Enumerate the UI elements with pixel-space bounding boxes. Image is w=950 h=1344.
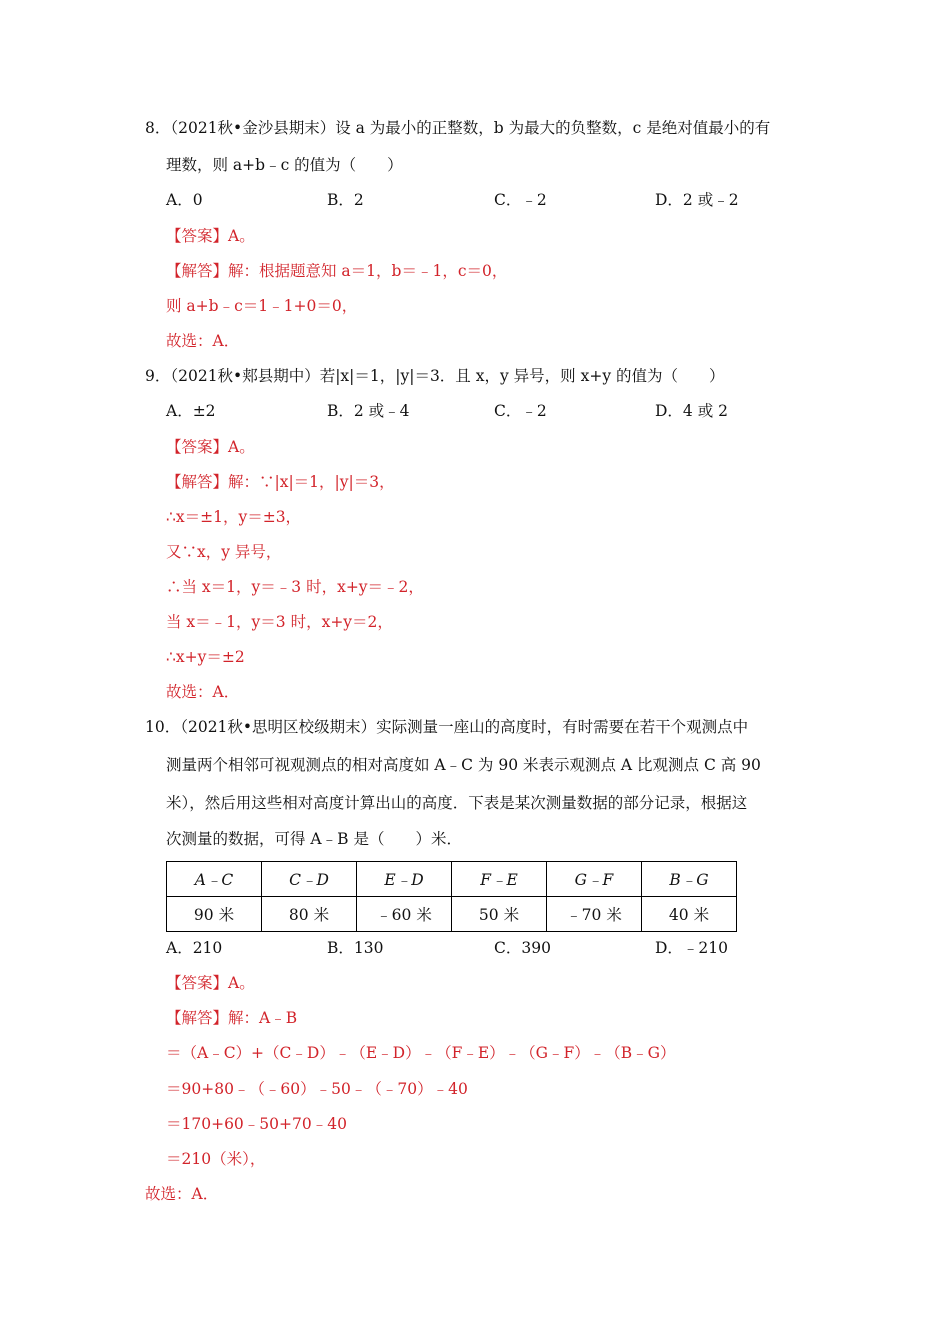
q9-solution-line: 故选：A． [166,683,240,701]
q8-option-b: B．2 [327,191,364,209]
q10-option-d: D．﹣210 [655,939,729,957]
q9-option-b: B．2 或﹣4 [327,402,410,420]
q10-solution-line: ＝210（米）， [166,1150,266,1168]
q10-option-b: B．130 [327,939,384,957]
table-header-cell: E﹣D [357,862,452,897]
q8-option-d: D．2 或﹣2 [655,191,739,209]
q8-answer: 【答案】A。 [166,227,255,245]
table-value-cell: ﹣60 米 [357,897,452,932]
q10-solution-line: 故选：A． [145,1185,219,1203]
q9-option-a: A．±2 [166,402,216,420]
table-header-cell: B﹣G [642,862,737,897]
table-header-cell: F﹣E [452,862,547,897]
q10-stem-line2: 测量两个相邻可视观测点的相对高度如 A﹣C 为 90 米表示观测点 A 比观测点 C 高 90 [166,756,761,774]
q8-solution-line: 【解答】解：根据题意知 a＝1，b＝﹣1，c＝0， [166,262,508,280]
q9-option-c: C．﹣2 [494,402,547,420]
q9-solution-line: ∴x＝±1，y＝±3， [166,508,302,526]
q10-option-c: C．390 [494,939,551,957]
q8-option-c: C．﹣2 [494,191,547,209]
table-header-cell: C﹣D [262,862,357,897]
measurement-table [166,861,737,932]
q10-solution-line: 【解答】解：A﹣B [166,1009,298,1027]
table-value-cell: 80 米 [262,897,357,932]
q10-stem-line1: 10．（2021秋•思明区校级期末）实际测量一座山的高度时，有时需要在若干个观测点中 [145,718,749,736]
table-value-cell: ﹣70 米 [547,897,642,932]
q10-answer: 【答案】A。 [166,974,255,992]
q10-stem-line3: 米），然后用这些相对高度计算出山的高度．下表是某次测量数据的部分记录，根据这 [166,794,748,812]
q8-solution-line: 则 a+b﹣c＝1﹣1+0＝0， [166,297,358,315]
table-value-cell: 90 米 [167,897,262,932]
q9-solution-line: ∴x+y＝±2 [166,648,245,666]
table-value-cell: 40 米 [642,897,737,932]
q8-stem-line2: 理数，则 a+b﹣c 的值为（ ） [166,156,403,174]
table-header-row [167,862,737,897]
q10-solution-line: ＝90+80﹣（﹣60）﹣50﹣（﹣70）﹣40 [166,1080,468,1098]
q9-solution-line: 当 x＝﹣1，y＝3 时，x+y＝2， [166,613,393,631]
q10-solution-line: ＝170+60﹣50+70﹣40 [166,1115,347,1133]
table-value-cell: 50 米 [452,897,547,932]
q9-solution-line: ∴当 x＝1，y＝﹣3 时，x+y＝﹣2， [166,578,424,596]
q10-solution-line: ＝（A﹣C）+（C﹣D）﹣（E﹣D）﹣（F﹣E）﹣（G﹣F）﹣（B﹣G） [166,1044,676,1062]
q8-stem-line1: 8．（2021秋•金沙县期末）设 a 为最小的正整数，b 为最大的负整数，c 是绝对值最小的有 [145,119,771,137]
q10-stem-line4: 次测量的数据，可得 A﹣B 是（ ）米． [166,830,462,848]
table-value-row [167,897,737,932]
q9-option-d: D．4 或 2 [655,402,729,420]
q9-stem: 9．（2021秋•郏县期中）若|x|＝1，|y|＝3．且 x，y 异号，则 x+y 的值为（ ） [145,367,725,385]
q10-option-a: A．210 [166,939,223,957]
table-header-cell: G﹣F [547,862,642,897]
q9-solution-line: 【解答】解：∵|x|＝1，|y|＝3， [166,473,395,491]
q8-option-a: A．0 [166,191,203,209]
q9-solution-line: 又∵x，y 异号， [166,543,282,561]
table-header-cell: A﹣C [167,862,262,897]
q8-solution-line: 故选：A． [166,332,240,350]
q9-answer: 【答案】A。 [166,438,255,456]
